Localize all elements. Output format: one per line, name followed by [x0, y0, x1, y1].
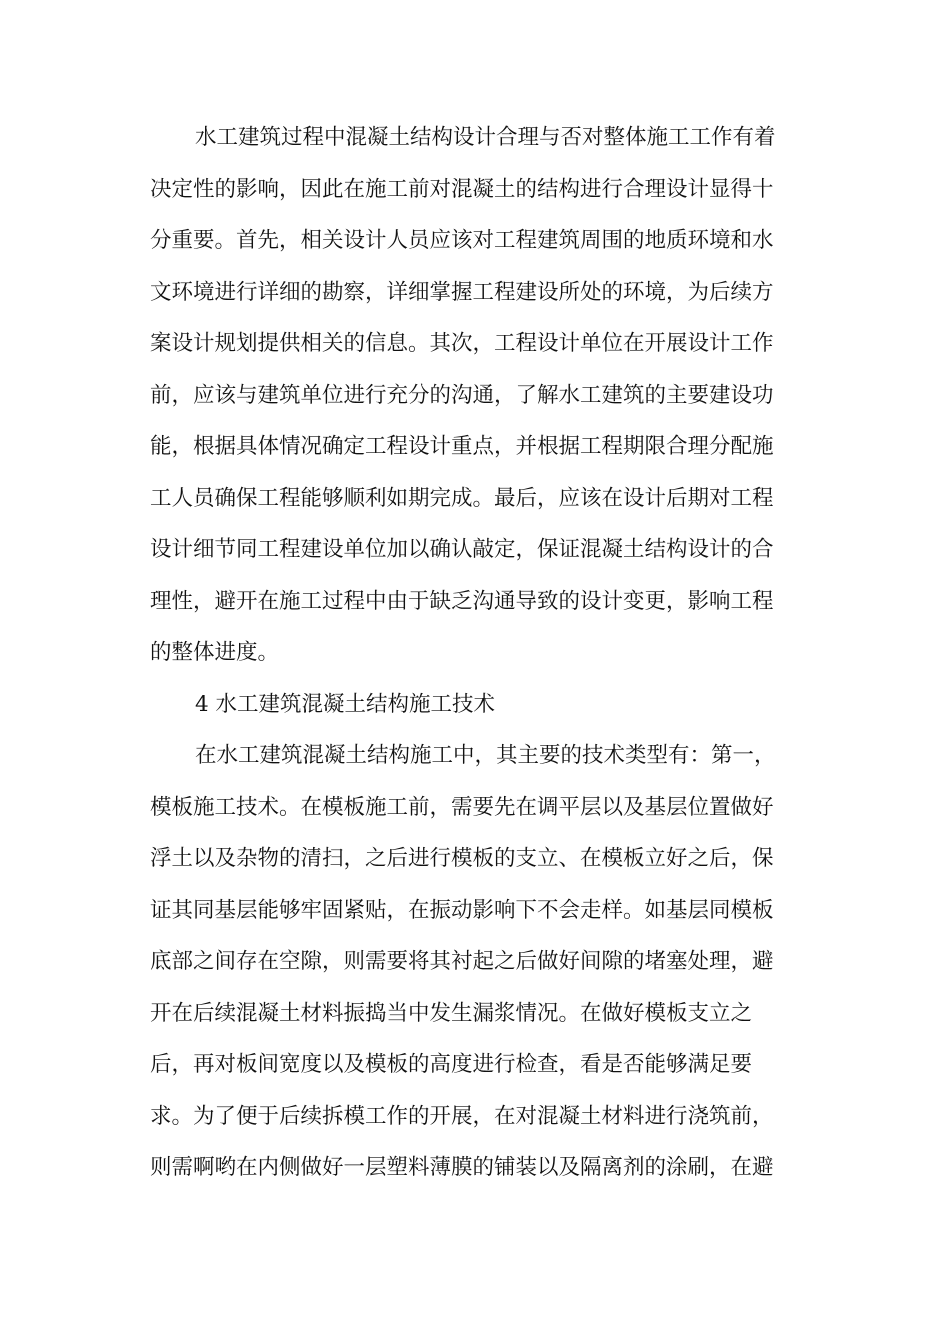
section-heading: 4 水工建筑混凝土结构施工技术 — [195, 691, 496, 717]
paragraph-line: 案设计规划提供相关的信息。其次，工程设计单位在开展设计工作 — [150, 331, 774, 356]
paragraph-line: 水工建筑过程中混凝土结构设计合理与否对整体施工工作有着 — [195, 125, 776, 150]
paragraph-line: 模板施工技术。在模板施工前，需要先在调平层以及基层位置做好 — [150, 794, 774, 820]
paragraph-line: 前，应该与建筑单位进行充分的沟通，了解水工建筑的主要建设功 — [150, 382, 774, 408]
paragraph-line: 在水工建筑混凝土结构施工中，其主要的技术类型有：第一， — [195, 743, 776, 768]
paragraph-line: 的整体进度。 — [150, 640, 280, 665]
paragraph-line: 能，根据具体情况确定工程设计重点，并根据工程期限合理分配施 — [150, 434, 774, 459]
paragraph-line: 分重要。首先，相关设计人员应该对工程建筑周围的地质环境和水 — [150, 228, 774, 253]
paragraph-line: 求。为了便于后续拆模工作的开展，在对混凝土材料进行浇筑前， — [150, 1103, 774, 1129]
paragraph-line: 后，再对板间宽度以及模板的高度进行检查，看是否能够满足要 — [150, 1052, 753, 1077]
paragraph-line: 开在后续混凝土材料振捣当中发生漏浆情况。在做好模板支立之 — [150, 1000, 753, 1026]
document-body — [150, 112, 800, 1194]
paragraph-line: 工人员确保工程能够顺利如期完成。最后，应该在设计后期对工程 — [150, 485, 774, 511]
paragraph-line: 文环境进行详细的勘察，详细掌握工程建设所处的环境，为后续方 — [150, 279, 774, 305]
paragraph-line: 则需啊哟在内侧做好一层塑料薄膜的铺装以及隔离剂的涂刷，在避 — [150, 1155, 774, 1180]
paragraph-line: 底部之间存在空隙，则需要将其衬起之后做好间隙的堵塞处理，避 — [150, 949, 774, 974]
paragraph-line: 理性，避开在施工过程中由于缺乏沟通导致的设计变更，影响工程 — [150, 588, 774, 614]
paragraph-construction-techniques — [150, 730, 800, 1194]
paragraph-line: 设计细节同工程建设单位加以确认敲定，保证混凝土结构设计的合 — [150, 537, 774, 562]
paragraph-line: 浮土以及杂物的清扫，之后进行模板的支立、在模板立好之后，保 — [150, 846, 774, 871]
paragraph-design-rationality — [150, 112, 800, 679]
paragraph-line: 决定性的影响，因此在施工前对混凝土的结构进行合理设计显得十 — [150, 176, 774, 202]
paragraph-line: 证其同基层能够牢固紧贴，在振动影响下不会走样。如基层同模板 — [150, 897, 774, 923]
